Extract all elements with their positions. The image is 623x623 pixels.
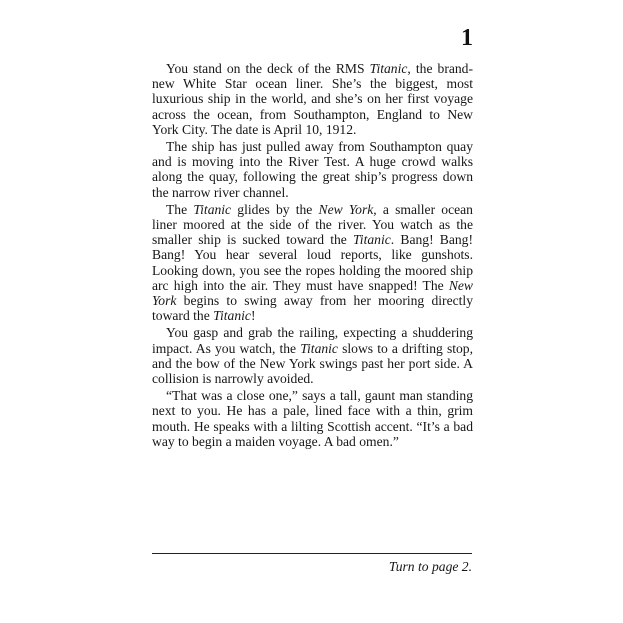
paragraph	[152, 202, 473, 324]
paragraph	[152, 325, 473, 386]
text-run: The ship has just pulled away from Southampton quay and is moving into the River Test. A huge crowd walks along the quay, following the great ship’s progress down the narrow river channel.	[152, 139, 473, 200]
text-run: The	[166, 201, 194, 217]
text-run: “That was a close one,” says a tall, gaunt man standing next to you. He has a pale, lined face with a thin, grim mouth. He speaks with a lilting Scottish accent. “It’s a bad way to begin a maiden voyage. A bad omen.”	[152, 388, 473, 449]
page-number: 1	[461, 25, 473, 51]
text-run: . Bang! Bang! Bang! You hear several loud reports, like gunshots. Looking down, you see the ropes holding the moored ship arc high into the air. They must have snapped! The	[152, 232, 474, 293]
story-text	[152, 61, 473, 449]
ship-name: Titanic	[193, 201, 232, 217]
ship-name: Titanic	[300, 340, 338, 356]
text-run: , a smaller ocean liner moored at the side of the river. You watch as the smaller ship is sucked toward the	[152, 201, 473, 248]
paragraph	[152, 388, 473, 449]
ship-name: Titanic	[369, 61, 408, 76]
ship-name: New York	[152, 277, 473, 309]
ship-name: Titanic	[213, 308, 251, 324]
footer-divider	[152, 553, 472, 554]
ship-name: New York	[318, 201, 374, 217]
text-run: glides by the	[231, 201, 319, 217]
paragraph	[152, 139, 473, 200]
text-run: , the brand-new White Star ocean liner. She’s the biggest, most luxurious ship in the world, and she’s on her first voyage across the ocean, from Southampton, England to New York City. The date is April 10, 1912.	[152, 61, 473, 137]
paragraph	[152, 61, 473, 137]
text-run: You gasp and grab the railing, expecting a shuddering impact. As you watch, the	[152, 325, 473, 356]
text-run: begins to swing away from her mooring directly toward the	[152, 293, 473, 324]
text-run: You stand on the deck of the RMS	[166, 61, 370, 76]
text-run: slows to a drifting stop, and the bow of the New York swings past her port side. A collision is narrowly avoided.	[152, 340, 473, 387]
text-run: !	[250, 308, 256, 324]
turn-to-page-link[interactable]: Turn to page 2.	[388, 559, 472, 574]
ship-name: Titanic	[353, 232, 391, 248]
